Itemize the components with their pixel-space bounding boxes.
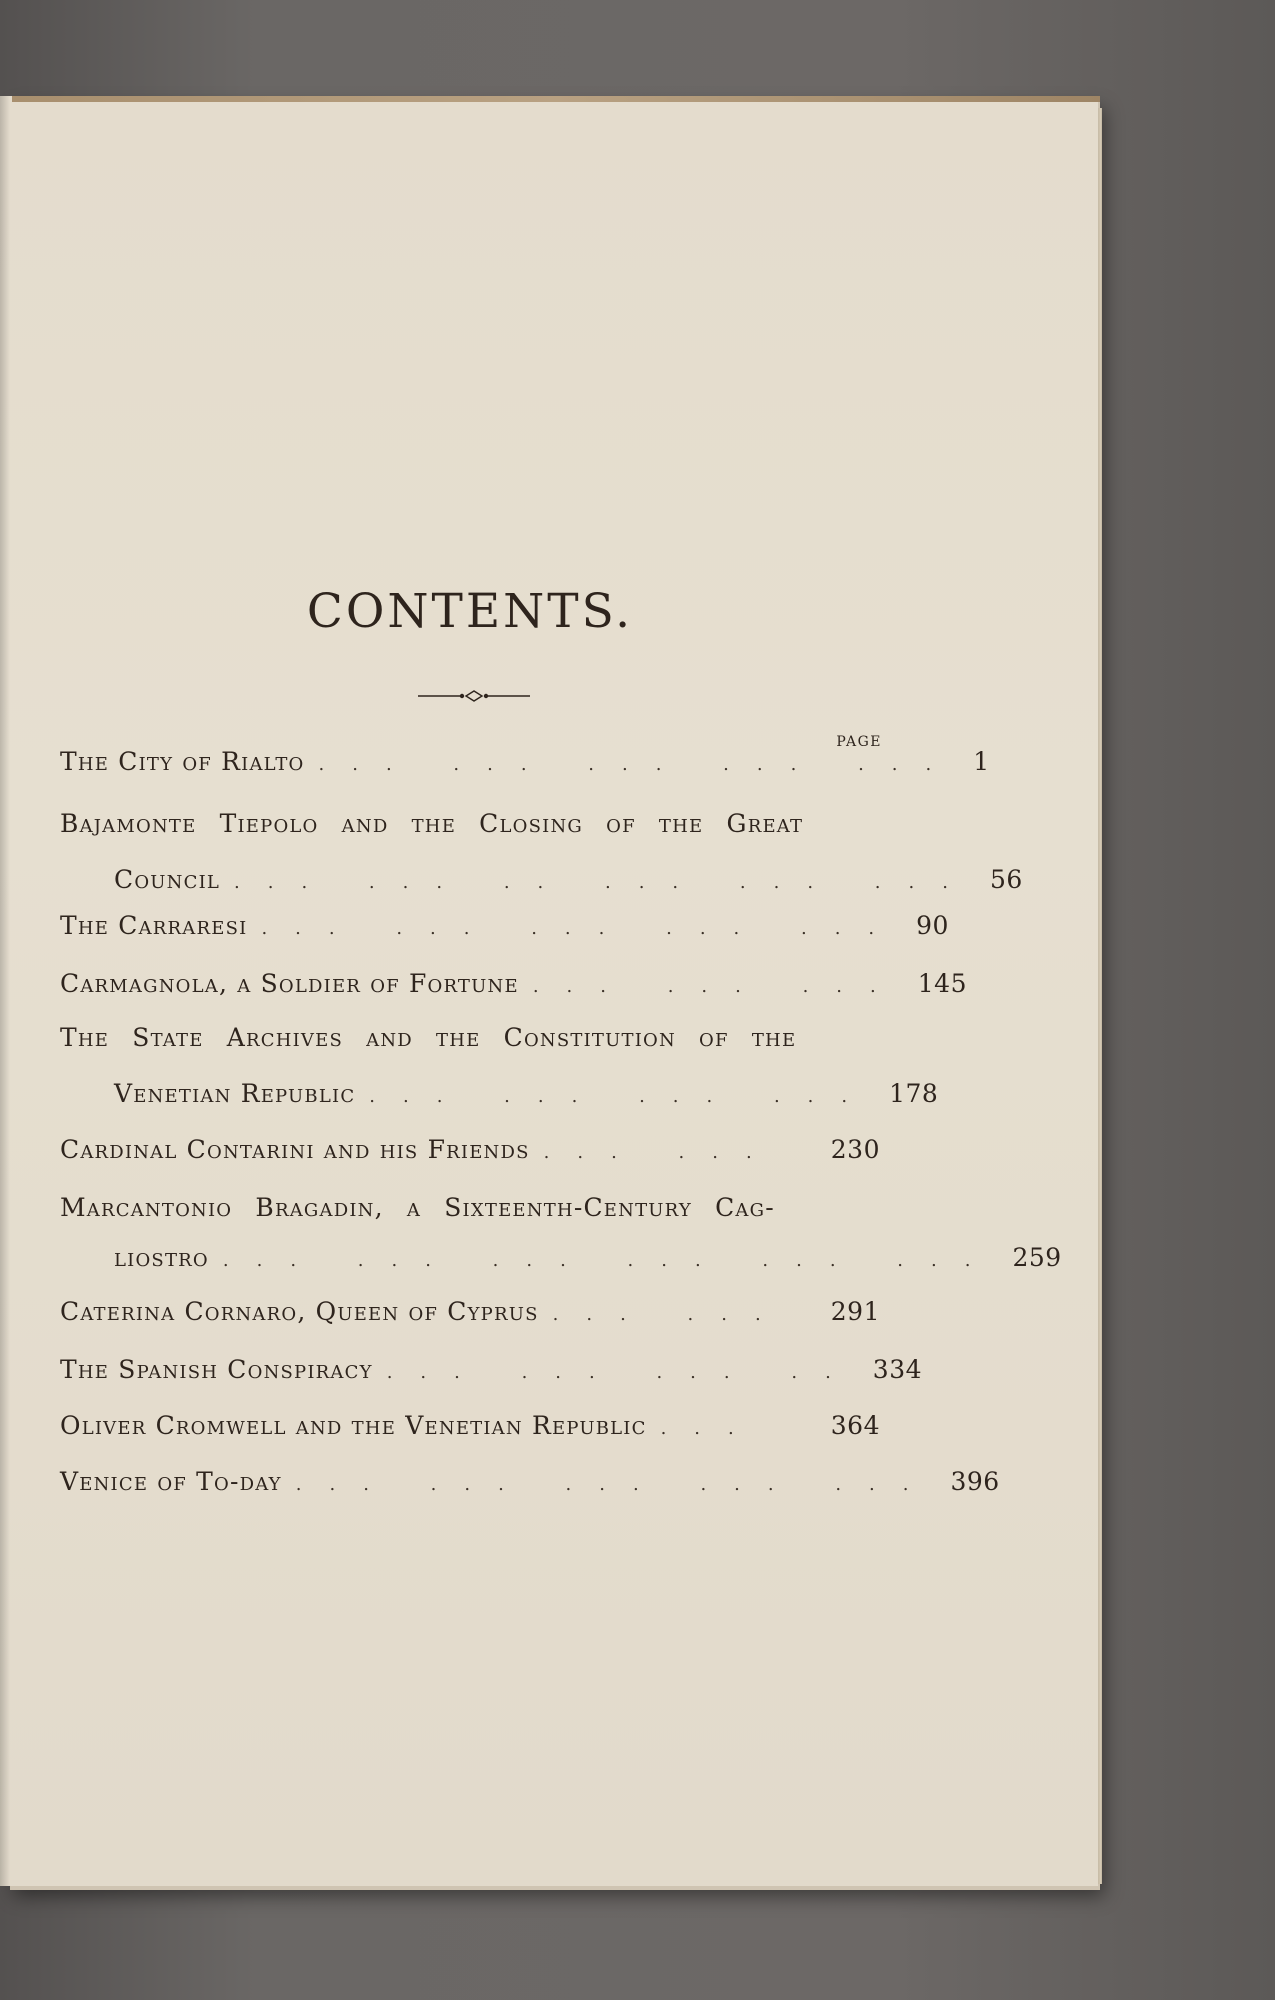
dot-leader: ... ... ... .. <box>386 1362 859 1383</box>
toc-line <box>60 1188 880 1228</box>
toc-entry-title: Marcantonio Bragadin, a Sixteenth-Century Cag- <box>60 1193 775 1222</box>
toc-entry <box>60 906 949 946</box>
toc-entry <box>60 1188 1062 1278</box>
toc-page-number: 145 <box>917 969 967 998</box>
toc-line <box>60 804 880 844</box>
page-column-label: PAGE <box>836 734 882 750</box>
toc-page-number: 364 <box>830 1411 880 1440</box>
toc-line <box>60 1350 923 1390</box>
toc-line <box>60 964 967 1004</box>
dot-leader: ... <box>660 1418 762 1439</box>
toc-entry-title: Bajamonte Tiepolo and the Closing of the Great <box>60 809 804 838</box>
toc-page-number: 1 <box>973 747 990 776</box>
toc-entry-title: The State Archives and the Constitution of the <box>60 1023 797 1052</box>
book-page <box>0 96 1098 1886</box>
toc-line-continued <box>60 1074 939 1114</box>
dot-leader: ... ... <box>543 1142 780 1163</box>
toc-entry <box>60 1018 939 1114</box>
toc-line <box>60 1462 1000 1502</box>
dot-leader: ... ... ... ... <box>369 1086 876 1107</box>
toc-entry-title: Cardinal Contarini and his Friends <box>60 1135 530 1164</box>
dot-leader: ... ... ... ... ... <box>261 918 903 939</box>
toc-line <box>60 1292 880 1332</box>
toc-entry-title: Venice of To-day <box>60 1467 282 1496</box>
toc-entry <box>60 1130 880 1170</box>
toc-page-number: 396 <box>950 1467 1000 1496</box>
toc-entry-title-continued: Council <box>114 865 221 894</box>
toc-entry <box>60 964 967 1004</box>
page-title: CONTENTS. <box>306 584 634 639</box>
toc-line <box>60 1406 880 1446</box>
toc-entry <box>60 1350 923 1390</box>
toc-entry-title-continued: Venetian Republic <box>114 1079 356 1108</box>
dot-leader: ... ... .. ... ... ... <box>234 872 976 893</box>
dot-leader: ... ... ... ... ... ... <box>222 1250 999 1271</box>
toc-line <box>60 906 949 946</box>
toc-entry-title: The Spanish Conspiracy <box>60 1355 373 1384</box>
toc-entry <box>60 1406 880 1446</box>
toc-page-number: 291 <box>830 1297 880 1326</box>
toc-page-number: 90 <box>916 911 949 940</box>
toc-entry-title: The Carraresi <box>60 911 248 940</box>
toc-line-continued <box>60 1238 1062 1278</box>
toc-entry <box>60 1462 1000 1502</box>
spine-shadow <box>0 96 10 1886</box>
toc-entry-title: The City of Rialto <box>60 747 305 776</box>
dot-leader: ... ... ... <box>532 976 904 997</box>
toc-page-number: 230 <box>830 1135 880 1164</box>
dot-leader: ... ... ... ... ... <box>318 754 960 775</box>
toc-entry <box>60 804 1023 900</box>
toc-page-number: 259 <box>1012 1243 1062 1272</box>
toc-line <box>60 1130 880 1170</box>
toc-entry-title-continued: liostro <box>114 1243 209 1272</box>
toc-page-number: 178 <box>889 1079 939 1108</box>
ornament-rule-icon <box>418 688 530 704</box>
page-top-edge <box>12 96 1100 102</box>
toc-entry <box>60 1292 880 1332</box>
dot-leader: ... ... <box>552 1304 789 1325</box>
toc-entry-title: Oliver Cromwell and the Venetian Republic <box>60 1411 647 1440</box>
toc-entry-title: Caterina Cornaro, Queen of Cyprus <box>60 1297 539 1326</box>
toc-page-number: 334 <box>872 1355 923 1384</box>
toc-line <box>60 1018 880 1058</box>
toc-page-number: 56 <box>989 865 1023 894</box>
toc-entry-title: Carmagnola, a Soldier of Fortune <box>60 969 519 998</box>
toc-line-continued <box>60 860 1023 900</box>
dot-leader: ... ... ... ... ... <box>295 1474 937 1495</box>
